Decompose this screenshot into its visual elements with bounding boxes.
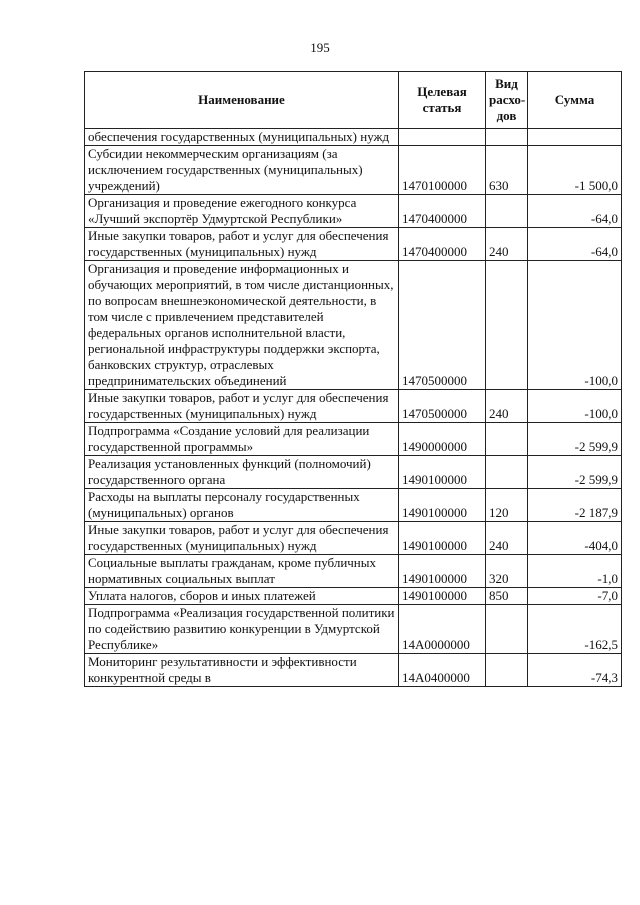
header-name: Наименование [85, 72, 399, 129]
cell-code: 1470100000 [399, 146, 486, 195]
cell-sum: -100,0 [528, 390, 622, 423]
cell-code: 1490000000 [399, 423, 486, 456]
cell-code: 14А0400000 [399, 654, 486, 687]
cell-sum: -2 599,9 [528, 423, 622, 456]
table-row [85, 146, 622, 195]
cell-sum: -2 599,9 [528, 456, 622, 489]
cell-kind: 240 [486, 522, 528, 555]
cell-code: 1490100000 [399, 522, 486, 555]
cell-name: Расходы на выплаты персоналу государственных (муниципальных) органов [85, 489, 399, 522]
cell-kind: 630 [486, 146, 528, 195]
cell-code: 1490100000 [399, 555, 486, 588]
cell-kind [486, 456, 528, 489]
cell-name: Реализация установленных функций (полномочий) государственного органа [85, 456, 399, 489]
cell-name: Организация и проведение информационных и обучающих мероприятий, в том числе дистанционных, по вопросам внешнеэкономической деятельности, в том числе с привлечением представителей федеральных органов исполнительной власти, региональной инфраструктуры поддержки экспорта, банковских структур, отраслевых предпринимательских объединений [85, 261, 399, 390]
table-row [85, 390, 622, 423]
header-sum: Сумма [528, 72, 622, 129]
table-row [85, 588, 622, 605]
cell-sum: -64,0 [528, 195, 622, 228]
table-row [85, 456, 622, 489]
cell-sum: -64,0 [528, 228, 622, 261]
cell-code: 1470400000 [399, 228, 486, 261]
cell-kind: 850 [486, 588, 528, 605]
header-kind: Вид расхо-дов [486, 72, 528, 129]
header-code: Целевая статья [399, 72, 486, 129]
cell-code: 1490100000 [399, 489, 486, 522]
cell-name: Организация и проведение ежегодного конкурса «Лучший экспортёр Удмуртской Республики» [85, 195, 399, 228]
cell-sum: -74,3 [528, 654, 622, 687]
table-row [85, 522, 622, 555]
table-header-row [85, 72, 622, 129]
cell-code: 1490100000 [399, 588, 486, 605]
cell-name: обеспечения государственных (муниципальных) нужд [85, 129, 399, 146]
cell-name: Мониторинг результативности и эффективности конкурентной среды в [85, 654, 399, 687]
table-row [85, 654, 622, 687]
cell-code: 1470400000 [399, 195, 486, 228]
cell-code [399, 129, 486, 146]
cell-sum: -100,0 [528, 261, 622, 390]
cell-name: Субсидии некоммерческим организациям (за исключением государственных (муниципальных) учреждений) [85, 146, 399, 195]
cell-kind [486, 129, 528, 146]
budget-table [84, 71, 622, 687]
table-row [85, 489, 622, 522]
cell-code: 1470500000 [399, 261, 486, 390]
cell-kind: 240 [486, 228, 528, 261]
table-row [85, 228, 622, 261]
page-number: 195 [310, 40, 330, 55]
table-row [85, 195, 622, 228]
cell-sum: -162,5 [528, 605, 622, 654]
cell-sum: -1,0 [528, 555, 622, 588]
cell-name: Социальные выплаты гражданам, кроме публичных нормативных социальных выплат [85, 555, 399, 588]
cell-name: Иные закупки товаров, работ и услуг для обеспечения государственных (муниципальных) нужд [85, 522, 399, 555]
cell-kind [486, 605, 528, 654]
cell-name: Уплата налогов, сборов и иных платежей [85, 588, 399, 605]
cell-kind: 240 [486, 390, 528, 423]
table-row [85, 423, 622, 456]
cell-sum: -2 187,9 [528, 489, 622, 522]
cell-kind [486, 423, 528, 456]
cell-sum [528, 129, 622, 146]
cell-kind: 120 [486, 489, 528, 522]
table-row [85, 555, 622, 588]
cell-name: Подпрограмма «Создание условий для реализации государственной программы» [85, 423, 399, 456]
cell-kind [486, 654, 528, 687]
cell-code: 14А0000000 [399, 605, 486, 654]
cell-sum: -404,0 [528, 522, 622, 555]
table-row [85, 129, 622, 146]
cell-name: Подпрограмма «Реализация государственной политики по содействию развитию конкуренции в Удмуртской Республике» [85, 605, 399, 654]
cell-kind [486, 195, 528, 228]
table-row [85, 605, 622, 654]
cell-sum: -1 500,0 [528, 146, 622, 195]
cell-code: 1490100000 [399, 456, 486, 489]
cell-code: 1470500000 [399, 390, 486, 423]
cell-name: Иные закупки товаров, работ и услуг для обеспечения государственных (муниципальных) нужд [85, 228, 399, 261]
cell-sum: -7,0 [528, 588, 622, 605]
cell-kind: 320 [486, 555, 528, 588]
cell-kind [486, 261, 528, 390]
table-body [85, 129, 622, 687]
table-row [85, 261, 622, 390]
cell-name: Иные закупки товаров, работ и услуг для обеспечения государственных (муниципальных) нужд [85, 390, 399, 423]
